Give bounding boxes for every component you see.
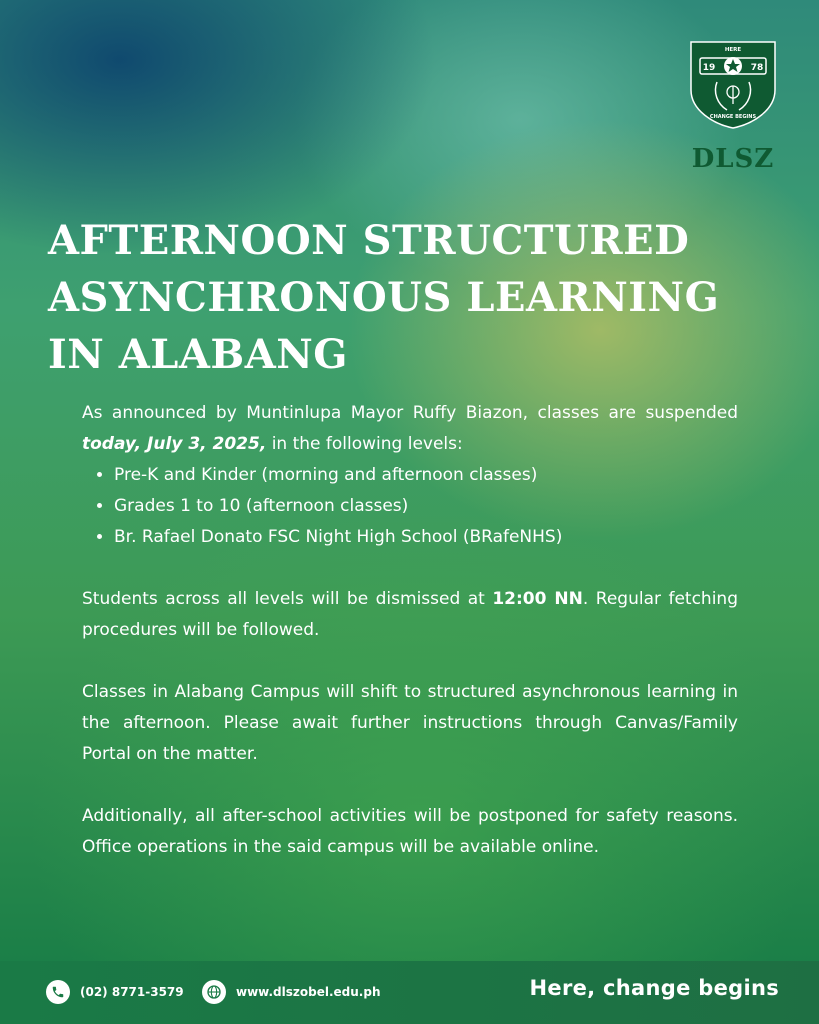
intro-prefix: As announced by Muntinlupa Mayor Ruffy Biazon, classes are suspended <box>82 403 738 423</box>
shield-crest-icon <box>687 38 779 130</box>
levels-list <box>82 460 738 553</box>
shift-paragraph: Classes in Alabang Campus will shift to structured asynchronous learning in the afternoon. Please await further instructions through Canvas/Family Portal on the matter. <box>82 682 738 764</box>
intro-suffix: in the following levels: <box>266 434 463 454</box>
announcement-body <box>82 398 738 863</box>
dismissal-suffix: . Regular fetching procedures will be followed. <box>82 589 738 640</box>
dismissal-time: 12:00 NN <box>492 589 583 609</box>
additional-paragraph: Additionally, all after-school activities will be postponed for safety reasons. Office operations in the said campus will be available online. <box>82 806 738 857</box>
intro-paragraph <box>82 398 738 460</box>
website-link[interactable]: www.dlszobel.edu.ph <box>236 985 381 999</box>
list-item: • Grades 1 to 10 (afternoon classes) <box>114 491 738 522</box>
globe-icon <box>202 980 226 1004</box>
phone-icon <box>46 980 70 1004</box>
website-contact[interactable] <box>202 980 381 1004</box>
phone-contact <box>46 980 184 1004</box>
list-item: • Br. Rafael Donato FSC Night High School (BRafeNHS) <box>114 522 738 553</box>
logo-motto: CHANGE BEGINS <box>709 114 757 120</box>
intro-date: today, July 3, 2025, <box>82 434 267 454</box>
brand-wordmark: DLSZ <box>691 144 775 174</box>
logo-top-text: HERE <box>724 47 742 53</box>
logo-year-right: 78 <box>750 63 764 73</box>
list-item: • Pre-K and Kinder (morning and afternoon classes) <box>114 460 738 491</box>
dismissal-paragraph <box>82 584 738 646</box>
footer-tagline: Here, change begins <box>529 976 779 1000</box>
logo-year-left: 19 <box>702 63 716 73</box>
page-title: AFTERNOON STRUCTURED ASYNCHRONOUS LEARNING IN ALABANG <box>48 217 720 378</box>
phone-number: (02) 8771-3579 <box>80 985 184 999</box>
school-logo <box>687 38 779 174</box>
dismissal-prefix: Students across all levels will be dismissed at <box>82 589 493 609</box>
footer-bar <box>0 961 819 1024</box>
